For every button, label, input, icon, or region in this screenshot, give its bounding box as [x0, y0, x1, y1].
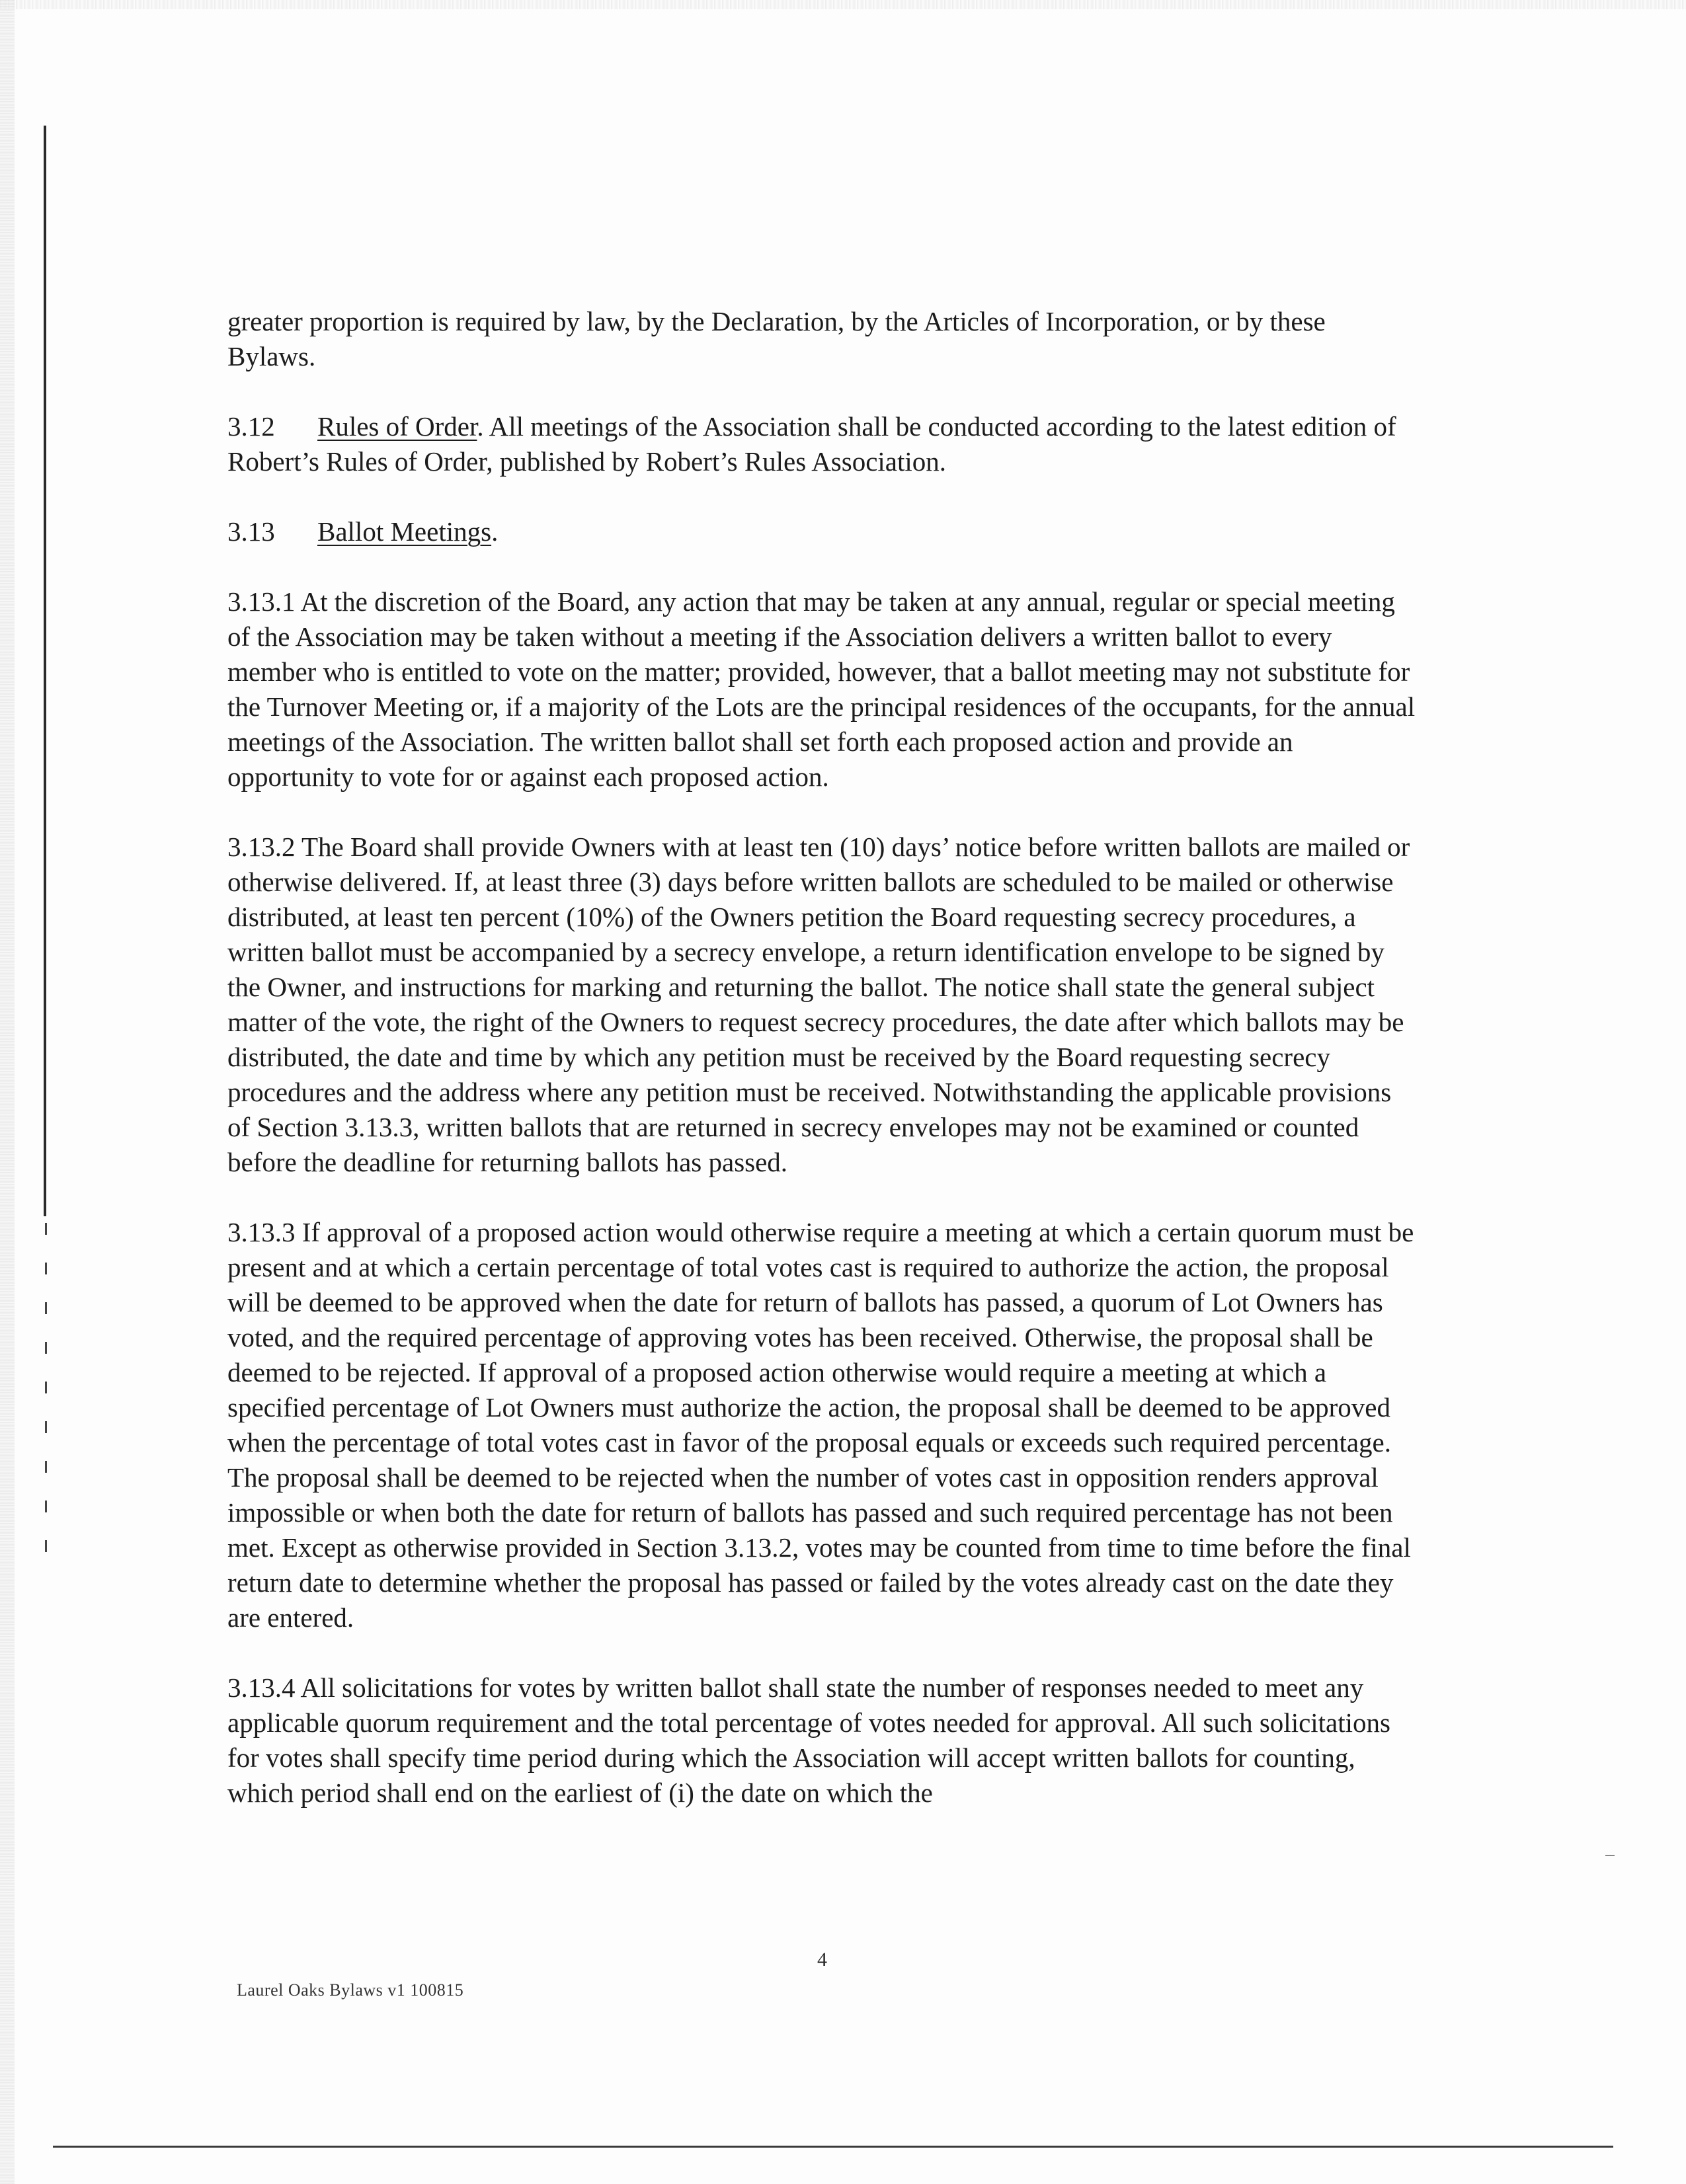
section-3-13 [227, 514, 1418, 549]
paragraph-number: 3.13.3 [227, 1217, 296, 1247]
section-text: . All meetings of the Association shall be conducted according to the latest edition of Robert’s Rules of Order, published by Robert’s Rules Association. [227, 411, 1396, 477]
page-number: 4 [817, 1949, 827, 1970]
scan-left-ticks [45, 1223, 47, 1553]
paragraph-3-13-1 [227, 584, 1418, 795]
section-title: Rules of Order [317, 411, 477, 442]
paragraph-text: At the discretion of the Board, any action that may be taken at any annual, regular or special meeting of the Association may be taken without a meeting if the Association delivers a written ballot to every member who is entitled to vote on the matter; provided, however, that a ballot meeting may not substitute for the Turnover Meeting or, if a majority of the Lots are the principal residences of the occupants, for the annual meetings of the Association. The written ballot shall set forth each proposed action and provide an opportunity to vote for or against each proposed action. [227, 586, 1416, 792]
paragraph-text: All solicitations for votes by written ballot shall state the number of responses needed to meet any applicable quorum requirement and the total percentage of votes needed for approval. All such solicitations for votes shall specify time period during which the Association will accept written ballots for counting, which period shall end on the earliest of (i) the date on which the [227, 1672, 1390, 1808]
paragraph-3-13-3 [227, 1215, 1418, 1635]
paragraph-3-13-2 [227, 830, 1418, 1180]
scan-left-rule [44, 126, 46, 1216]
scan-left-edge [0, 0, 15, 2184]
document-body [227, 304, 1418, 1846]
paragraph-number: 3.13.4 [227, 1672, 296, 1703]
paragraph-number: 3.13.1 [227, 586, 296, 617]
paragraph-3-13-4 [227, 1670, 1418, 1811]
footer-document-id: Laurel Oaks Bylaws v1 100815 [237, 1980, 464, 2000]
section-title-suffix: . [491, 516, 499, 547]
scan-mark [1605, 1855, 1615, 1856]
paragraph-number: 3.13.2 [227, 832, 296, 862]
continuation-paragraph: greater proportion is required by law, by the Declaration, by the Articles of Incorporation, or by these Bylaws. [227, 306, 1326, 371]
section-number: 3.13 [227, 516, 275, 547]
paragraph-text: If approval of a proposed action would otherwise require a meeting at which a certain quorum must be present and at which a certain percentage of total votes cast is required to authorize the action, the proposal will be deemed to be approved when the date for return of ballots has passed, a quorum of Lot Owners has voted, and the required percentage of approving votes has been received. Otherwise, the proposal shall be deemed to be rejected. If approval of a proposed action otherwise would require a meeting at which a specified percentage of Lot Owners must authorize the action, the proposal shall be deemed to be approved when the percentage of total votes cast in favor of the proposal equals or exceeds such required percentage. The proposal shall be deemed to be rejected when the number of votes cast in opposition renders approval impossible or when both the date for return of ballots has passed and such required percentage has not been met. Except as otherwise provided in Section 3.13.2, votes may be counted from time to time before the final return date to determine whether the proposal has passed or failed by the votes already cast on the date they are entered. [227, 1217, 1414, 1633]
paragraph-text: The Board shall provide Owners with at least ten (10) days’ notice before written ballots are mailed or otherwise delivered. If, at least three (3) days before written ballots are scheduled to be mailed or otherwise distributed, at least ten percent (10%) of the Owners petition the Board requesting secrecy procedures, a written ballot must be accompanied by a secrecy envelope, a return identification envelope to be signed by the Owner, and instructions for marking and returning the ballot. The notice shall state the general subject matter of the vote, the right of the Owners to request secrecy procedures, the date after which ballots may be distributed, the date and time by which any petition must be received by the Board requesting secrecy procedures and the address where any petition must be received. Notwithstanding the applicable provisions of Section 3.13.3, written ballots that are returned in secrecy envelopes may not be examined or counted before the deadline for returning ballots has passed. [227, 832, 1410, 1177]
scan-top-edge [0, 0, 1686, 9]
scan-bottom-rule [53, 2146, 1613, 2148]
section-title: Ballot Meetings [317, 516, 492, 547]
section-3-12 [227, 409, 1418, 479]
section-number: 3.12 [227, 411, 275, 442]
